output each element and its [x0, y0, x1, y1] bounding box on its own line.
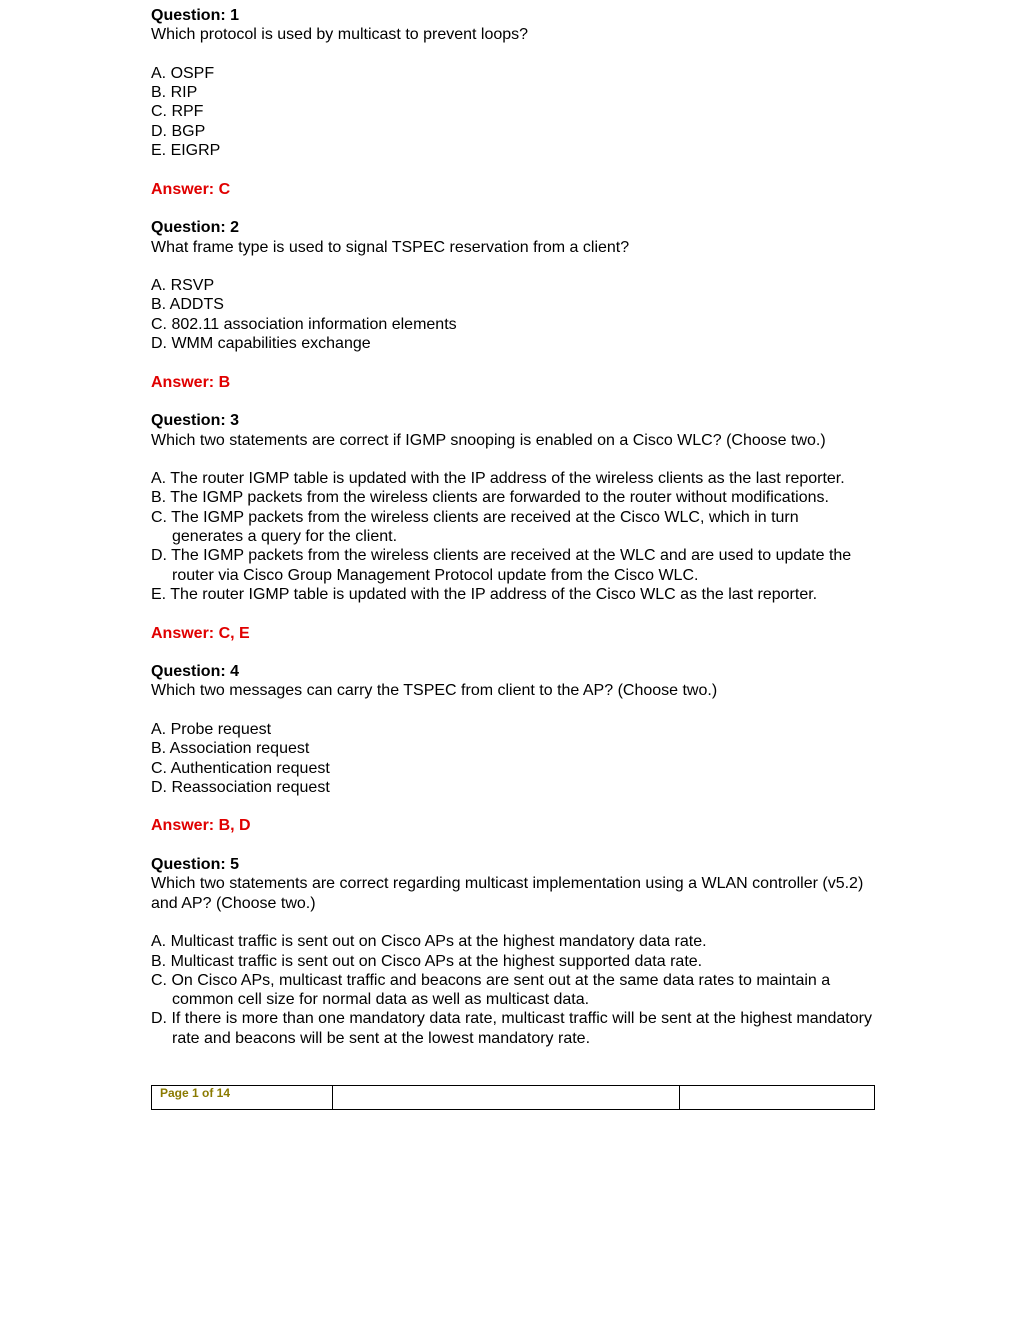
option-item: A. Multicast traffic is sent out on Cisco APs at the highest mandatory data rate. — [151, 933, 707, 951]
option-item: B. ADDTS — [151, 296, 224, 314]
question-heading: Question: 2 — [151, 219, 240, 237]
question-heading: Question: 4 — [151, 663, 240, 681]
option-item: B. Association request — [151, 740, 310, 758]
question-heading: Question: 5 — [151, 856, 240, 874]
option-item: B. The IGMP packets from the wireless clients are forwarded to the router without modifications. — [151, 489, 829, 507]
footer-row — [152, 1086, 875, 1110]
question-3 — [151, 411, 874, 643]
option-list — [151, 720, 874, 797]
option-item: A. The router IGMP table is updated with the IP address of the wireless clients as the last reporter. — [151, 470, 845, 488]
option-item: D. If there is more than one mandatory data rate, multicast traffic will be sent at the highest mandatory rate and beacons will be sent at the lowest mandatory rate. — [151, 1010, 872, 1047]
option-item: C. The IGMP packets from the wireless clients are received at the Cisco WLC, which in turn generates a query for the client. — [151, 508, 799, 546]
question-text: Which protocol is used by multicast to prevent loops? — [151, 26, 529, 44]
page-footer — [151, 1085, 875, 1110]
option-item: B. RIP — [151, 84, 198, 102]
option-item: C. RPF — [151, 103, 204, 121]
question-text: Which two messages can carry the TSPEC from client to the AP? (Choose two.) — [151, 682, 718, 700]
option-item: A. Probe request — [151, 720, 272, 738]
option-item: D. The IGMP packets from the wireless clients are received at the WLC and are used to update the router via Cisco Group Management Protocol update from the Cisco WLC. — [151, 547, 852, 584]
option-item: B. Multicast traffic is sent out on Cisco APs at the highest supported data rate. — [151, 952, 703, 970]
option-item: C. On Cisco APs, multicast traffic and beacons are sent out at the same data rates to maintain a common cell size for normal data as well as multicast data. — [151, 971, 831, 1009]
option-item: D. BGP — [151, 122, 206, 140]
option-list — [151, 469, 874, 604]
document-page — [151, 6, 874, 1048]
footer-cell-empty — [680, 1086, 875, 1110]
option-item: C. 802.11 association information elements — [151, 315, 457, 333]
option-list — [151, 64, 874, 160]
option-item: D. WMM capabilities exchange — [151, 335, 371, 353]
answer-label: Answer: B, D — [151, 817, 251, 835]
option-list — [151, 932, 874, 1048]
option-list — [151, 276, 874, 353]
question-5 — [151, 855, 874, 1048]
question-heading: Question: 3 — [151, 412, 240, 430]
page-number: Page 1 of 14 — [152, 1086, 333, 1110]
question-2 — [151, 218, 874, 392]
question-4 — [151, 662, 874, 836]
question-1 — [151, 6, 874, 199]
question-text: Which two statements are correct if IGMP snooping is enabled on a Cisco WLC? (Choose two.) — [151, 431, 826, 449]
question-text: What frame type is used to signal TSPEC reservation from a client? — [151, 238, 630, 256]
option-item: E. The router IGMP table is updated with the IP address of the Cisco WLC as the last reporter. — [151, 585, 818, 603]
answer-label: Answer: C, E — [151, 624, 250, 642]
question-heading: Question: 1 — [151, 7, 240, 24]
option-item: E. EIGRP — [151, 142, 221, 160]
question-text: Which two statements are correct regarding multicast implementation using a WLAN controller (v5.2) and AP? (Choose two.) — [151, 875, 864, 912]
option-item: A. OSPF — [151, 64, 215, 82]
answer-label: Answer: B — [151, 373, 231, 391]
option-item: C. Authentication request — [151, 759, 330, 777]
option-item: A. RSVP — [151, 277, 215, 295]
answer-label: Answer: C — [151, 180, 231, 198]
footer-cell-empty — [333, 1086, 680, 1110]
option-item: D. Reassociation request — [151, 778, 330, 796]
